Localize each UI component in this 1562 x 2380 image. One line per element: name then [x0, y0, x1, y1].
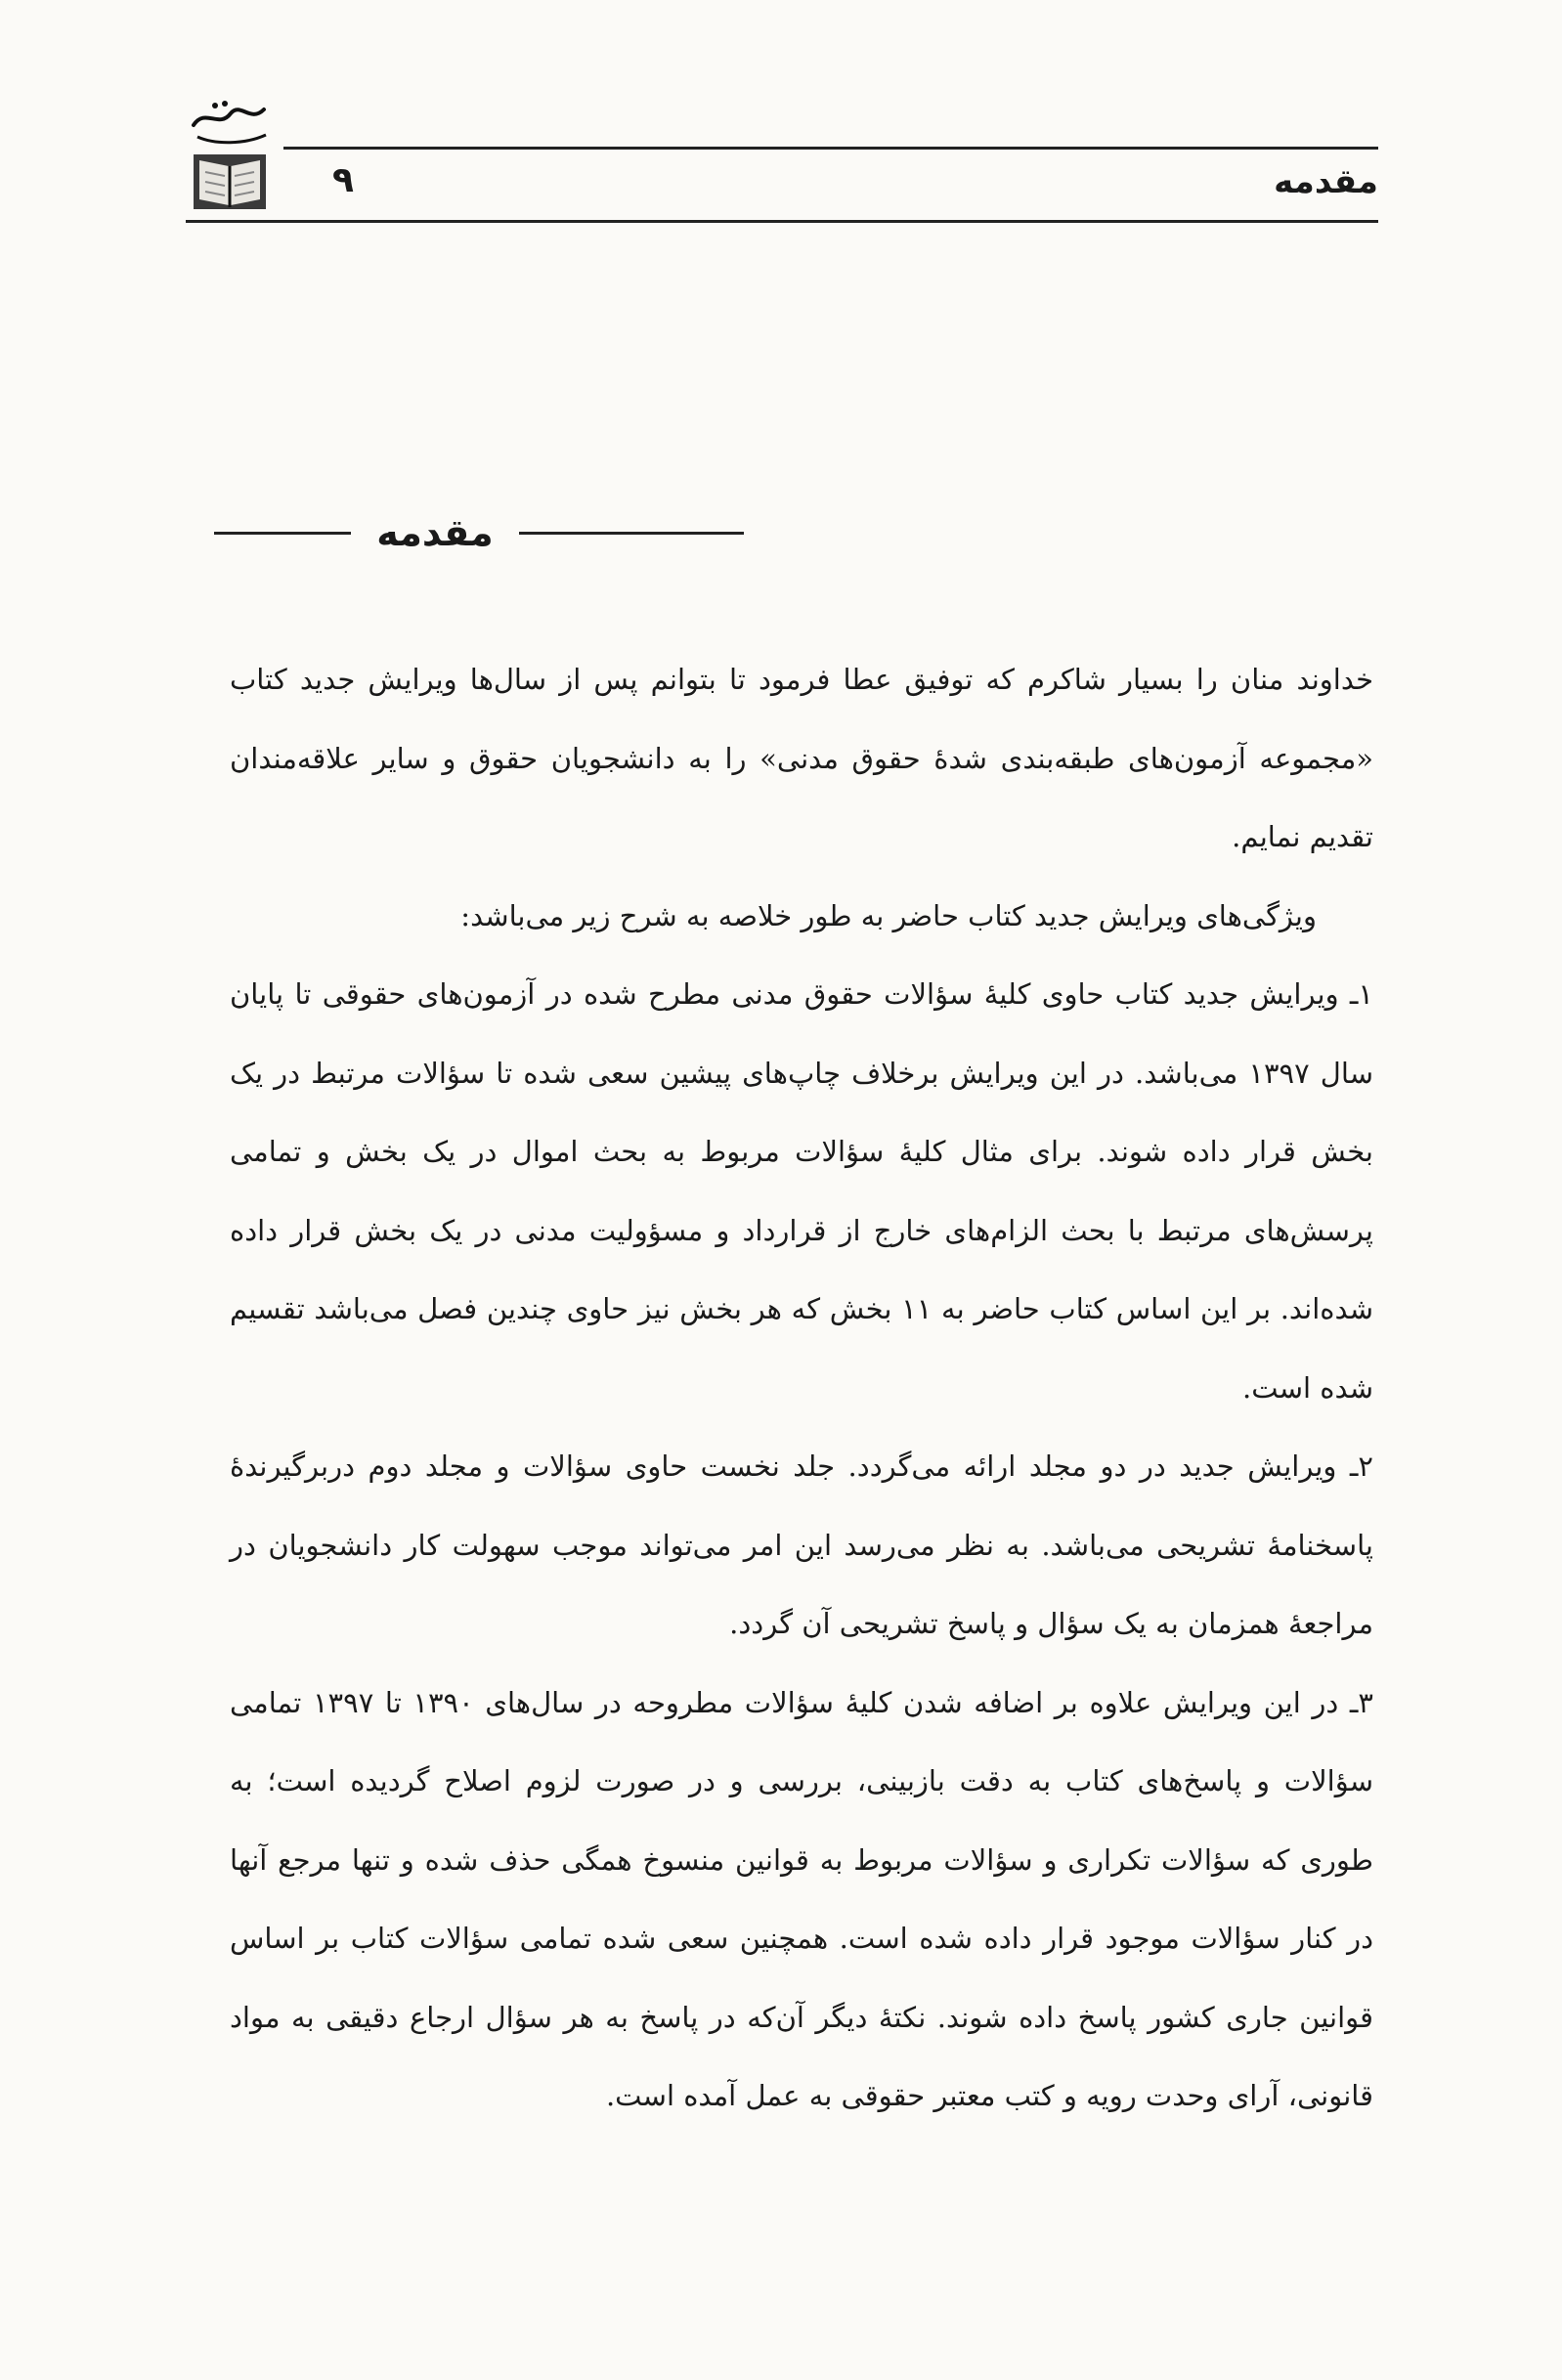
feature-item-2: ۲ـ ویرایش جدید در دو مجلد ارائه می‌گردد. جلد نخست حاوی سؤالات و مجلد دوم دربرگیرندهٔ پاسخنامهٔ تشریحی می‌باشد. به نظر می‌رسد این امر می‌تواند موجب سهولت کار دانشجویان در مراجعهٔ همزمان به یک سؤال و پاسخ تشریحی آن گردد.	[230, 1450, 1373, 1640]
header-bottom-rule	[186, 220, 1378, 223]
chapter-heading	[205, 503, 753, 562]
chapter-title: مقدمه	[376, 511, 494, 554]
running-header	[186, 98, 1378, 235]
running-title: مقدمه	[1274, 162, 1378, 201]
intro-paragraph: خداوند منان را بسیار شاکرم که توفیق عطا فرمود تا بتوانم پس از سال‌ها ویرایش جدید کتاب «مجموعه آزمون‌های طبقه‌بندی شدهٔ حقوق مدنی» را به دانشجویان حقوق و سایر علاقه‌مندان تقدیم نمایم.	[230, 663, 1373, 853]
publisher-logo	[186, 98, 274, 220]
page-number: ۹	[332, 160, 354, 200]
features-lead-paragraph: ویژگی‌های ویرایش جدید کتاب حاضر به طور خلاصه به شرح زیر می‌باشد:	[460, 898, 1317, 932]
heading-rule-right	[519, 532, 744, 535]
feature-item-3: ۳ـ در این ویرایش علاوه بر اضافه شدن کلیهٔ سؤالات مطروحه در سال‌های ۱۳۹۰ تا ۱۳۹۷ تمامی سؤالات و پاسخ‌های کتاب به دقت بازبینی، بررسی و در صورت لزوم اصلاح گردیده است؛ به طوری که سؤالات تکراری و سؤالات مربوط به قوانین منسوخ همگی حذف شده و تنها مرجع آنها در کنار سؤالات موجود قرار داده شده است. همچنین سعی شده تمامی سؤالات کتاب بر اساس قوانین جاری کشور پاسخ داده شوند. نکتهٔ دیگر آن‌که در پاسخ به هر سؤال ارجاع دقیقی به مواد قانونی، آرای وحدت رویه و کتب معتبر حقوقی به عمل آمده است.	[230, 1685, 1373, 2112]
header-top-rule	[283, 147, 1378, 150]
heading-rule-left	[214, 532, 351, 535]
feature-item-1: ۱ـ ویرایش جدید کتاب حاوی کلیهٔ سؤالات حقوق مدنی مطرح شده در آزمون‌های حقوقی تا پایان سال ۱۳۹۷ می‌باشد. در این ویرایش برخلاف چاپ‌های پیشین سعی شده تا سؤالات مرتبط در یک بخش قرار داده شوند. برای مثال کلیهٔ سؤالات مربوط به بحث اموال در یک بخش و تمامی پرسش‌های مرتبط با بحث الزام‌های خارج از قرارداد و مسؤولیت مدنی در یک بخش قرار داده شده‌اند. بر این اساس کتاب حاضر به ۱۱ بخش که هر بخش نیز حاوی چندین فصل می‌باشد تقسیم شده است.	[230, 977, 1373, 1405]
body-text	[230, 640, 1373, 2136]
